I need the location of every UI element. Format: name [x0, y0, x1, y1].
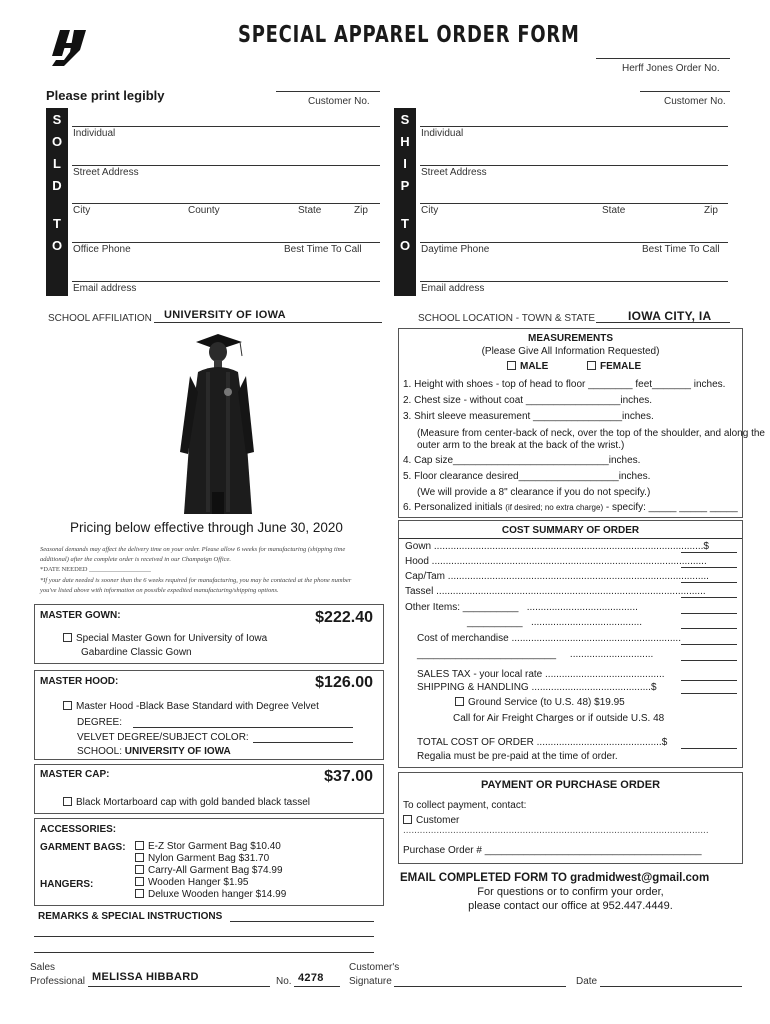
garment-bag-ez[interactable]: E-Z Stor Garment Bag $10.40: [135, 841, 281, 852]
print-legibly: Please print legibly: [46, 88, 165, 103]
master-cap-box: [34, 764, 384, 814]
ship-street-label: Street Address: [421, 167, 487, 178]
measure-cap[interactable]: 4. Cap size____________________________inches.: [403, 455, 641, 466]
sold-best-time-label: Best Time To Call: [284, 244, 362, 255]
male-option[interactable]: MALE: [507, 361, 548, 372]
school-location-value[interactable]: IOWA CITY, IA: [628, 309, 712, 323]
sales-no-value[interactable]: 4278: [298, 972, 324, 984]
sold-customer-no-label: Customer No.: [308, 96, 370, 107]
female-option[interactable]: FEMALE: [587, 361, 641, 372]
sold-street-field[interactable]: [72, 165, 380, 166]
cost-summary-box: [398, 520, 743, 768]
ship-phone-label: Daytime Phone: [421, 244, 490, 255]
sales-tax-row: SALES TAX - your local rate ...........................................: [417, 669, 665, 680]
measure-initials[interactable]: 6. Personalized initials (if desired; no extra charge) - specify: _____ _____ _____: [403, 502, 738, 513]
air-freight-note: Call for Air Freight Charges or if outside U.S. 48: [453, 713, 665, 724]
ship-to-bar: S H I P T O: [394, 108, 416, 296]
master-cap-checkbox[interactable]: [63, 797, 72, 806]
shipping-field[interactable]: [681, 693, 737, 694]
degree-label: DEGREE:: [77, 717, 123, 728]
sold-city-label: City: [73, 205, 91, 216]
pricing-note-1: Seasonal demands may affect the delivery time on your order. Please allow 6 weeks for manufacturing (shipping time: [40, 546, 346, 553]
professional-label: Professional: [30, 976, 86, 987]
pricing-heading: Pricing below effective through June 30, 2020: [70, 520, 343, 535]
ship-individual-label: Individual: [421, 128, 464, 139]
hanger-deluxe-checkbox[interactable]: [135, 889, 144, 898]
velvet-label: VELVET DEGREE/SUBJECT COLOR:: [77, 732, 249, 743]
garment-bag-ez-checkbox[interactable]: [135, 841, 144, 850]
master-gown-box: [34, 604, 384, 664]
sleeve-note-2: outer arm to the break at the back of the wrist.): [417, 440, 625, 451]
master-gown-line2: Gabardine Classic Gown: [81, 647, 192, 658]
cost-summary-title: COST SUMMARY OF ORDER: [501, 525, 640, 536]
merch-blank-row: _________________________ ..............................: [417, 649, 654, 660]
signature-field[interactable]: [394, 986, 566, 987]
sold-street-label: Street Address: [73, 167, 139, 178]
sold-individual-field[interactable]: [72, 126, 380, 127]
ship-street-field[interactable]: [420, 165, 728, 166]
other-items-row-2: __________ ........................................: [467, 617, 643, 628]
garment-bag-nylon-checkbox[interactable]: [135, 853, 144, 862]
school-location-label: SCHOOL LOCATION - TOWN & STATE: [418, 313, 596, 324]
date-needed[interactable]: *DATE NEEDED ___________________: [40, 566, 151, 573]
payment-collect: To collect payment, contact:: [403, 800, 527, 811]
master-gown-price: $222.40: [315, 609, 373, 626]
regalia-note: Regalia must be pre-paid at the time of order.: [417, 751, 618, 762]
master-cap-option[interactable]: Black Mortarboard cap with gold banded black tassel: [63, 797, 310, 808]
sold-phone-field[interactable]: [72, 242, 380, 243]
payment-box: [398, 772, 743, 864]
master-hood-label: MASTER HOOD:: [40, 676, 119, 687]
payment-customer-option[interactable]: Customer: [403, 815, 459, 826]
payment-customer-checkbox[interactable]: [403, 815, 412, 824]
ground-option[interactable]: Ground Service (to U.S. 48) $19.95: [455, 697, 625, 708]
cost-cap-row: Cap/Tam ..............................................................................................: [405, 571, 709, 582]
ship-individual-field[interactable]: [420, 126, 728, 127]
cost-gown-row: Gown .................................................................................................$: [405, 541, 709, 552]
hood-school-row: SCHOOL: UNIVERSITY OF IOWA: [77, 746, 231, 757]
garment-bags-label: GARMENT BAGS:: [40, 842, 126, 853]
floor-note: (We will provide a 8" clearance if you do not specify.): [417, 487, 651, 498]
date-field[interactable]: [600, 986, 742, 987]
garment-bag-carry-checkbox[interactable]: [135, 865, 144, 874]
form-title: SPECIAL APPAREL ORDER FORM: [238, 22, 580, 48]
hangers-label: HANGERS:: [40, 879, 94, 890]
cost-hood-row: Hood ...................................................................................................: [405, 556, 707, 567]
graduate-gown-photo: [176, 332, 256, 514]
garment-bag-nylon[interactable]: Nylon Garment Bag $31.70: [135, 853, 269, 864]
remarks-line-2[interactable]: [34, 952, 374, 953]
total-row: TOTAL COST OF ORDER .............................................$: [417, 737, 668, 748]
hanger-deluxe[interactable]: Deluxe Wooden hanger $14.99: [135, 889, 286, 900]
master-gown-option[interactable]: Special Master Gown for University of Iowa: [63, 633, 267, 644]
sold-to-bar: S O L D T O: [46, 108, 68, 296]
merch-row: Cost of merchandise .............................................................: [417, 633, 681, 644]
master-cap-label: MASTER CAP:: [40, 769, 110, 780]
measure-chest[interactable]: 2. Chest size - without coat _________________inches.: [403, 395, 653, 406]
ship-city-field[interactable]: [420, 203, 728, 204]
purchase-order-row[interactable]: Purchase Order # _______________________________________: [403, 845, 702, 856]
velvet-field[interactable]: [253, 742, 353, 743]
master-gown-label: MASTER GOWN:: [40, 610, 121, 621]
sold-county-label: County: [188, 205, 220, 216]
cost-hood-field[interactable]: [681, 567, 737, 568]
questions-line-1: For questions or to confirm your order,: [477, 886, 664, 898]
pricing-note-2: additional) after the complete order is received in our Champaign Office.: [40, 556, 232, 563]
pricing-note-4: you've listed above with information on possible expedited manufacturing/shipping options.: [40, 587, 279, 594]
total-field[interactable]: [681, 748, 737, 749]
accessories-box: [34, 818, 384, 906]
school-affiliation-value[interactable]: UNIVERSITY OF IOWA: [164, 309, 286, 321]
sold-email-label: Email address: [73, 283, 137, 294]
sleeve-note-1: (Measure from center-back of neck, over the top of the shoulder, and along the: [417, 428, 765, 439]
remarks-label: REMARKS & SPECIAL INSTRUCTIONS: [38, 911, 223, 922]
hanger-wooden[interactable]: Wooden Hanger $1.95: [135, 877, 248, 888]
measurements-subtitle: (Please Give All Information Requested): [481, 346, 660, 357]
female-checkbox[interactable]: [587, 361, 596, 370]
cost-gown-field[interactable]: [681, 552, 737, 553]
sales-tax-field[interactable]: [681, 680, 737, 681]
sold-city-field[interactable]: [72, 203, 380, 204]
shipping-row: SHIPPING & HANDLING ...........................................$: [417, 682, 657, 693]
measurements-box: [398, 328, 765, 518]
master-hood-option[interactable]: Master Hood -Black Base Standard with Degree Velvet: [63, 701, 319, 712]
ship-email-label: Email address: [421, 283, 485, 294]
remarks-line-1[interactable]: [34, 936, 374, 937]
degree-field[interactable]: [133, 727, 353, 728]
pricing-note-3: *If your date needed is sooner than the 6 weeks required for manufacturing, you may be contacted at the phone number: [40, 577, 352, 584]
measurements-title: MEASUREMENTS: [527, 333, 613, 344]
cost-merch-field[interactable]: [681, 644, 737, 645]
ship-state-label: State: [602, 205, 626, 216]
master-hood-box: [34, 670, 384, 760]
sold-email-field[interactable]: [72, 281, 380, 282]
cost-other1-field[interactable]: [681, 613, 737, 614]
sold-individual-label: Individual: [73, 128, 116, 139]
hanger-wooden-checkbox[interactable]: [135, 877, 144, 886]
order-no-label: Herff Jones Order No.: [622, 63, 720, 74]
cost-cap-field[interactable]: [681, 582, 737, 583]
school-affiliation-label: SCHOOL AFFILIATION: [48, 313, 152, 324]
ship-customer-no-label: Customer No.: [664, 96, 726, 107]
no-label: No.: [276, 976, 292, 987]
measure-sleeve[interactable]: 3. Shirt sleeve measurement ________________inches.: [403, 411, 654, 422]
cost-other2-field[interactable]: [681, 628, 737, 629]
ship-phone-field[interactable]: [420, 242, 728, 243]
customers-label: Customer's: [349, 962, 400, 973]
email-line: EMAIL COMPLETED FORM TO gradmidwest@gmail.com: [400, 872, 710, 884]
date-label: Date: [576, 976, 598, 987]
questions-line-2: please contact our office at 952.447.4449.: [468, 900, 673, 912]
master-hood-checkbox[interactable]: [63, 701, 72, 710]
ship-zip-label: Zip: [704, 205, 718, 216]
signature-label: Signature: [349, 976, 392, 987]
payment-title: PAYMENT OR PURCHASE ORDER: [480, 779, 661, 791]
accessories-label: ACCESSORIES:: [40, 824, 117, 835]
cost-tassel-row: Tassel .................................................................................................: [405, 586, 706, 597]
payment-dotted: ..............................................................................................................: [403, 825, 709, 836]
garment-bag-carry[interactable]: Carry-All Garment Bag $74.99: [135, 865, 283, 876]
measure-height[interactable]: 1. Height with shoes - top of head to floor ________ feet_______ inches.: [403, 379, 726, 390]
master-gown-checkbox[interactable]: [63, 633, 72, 642]
other-items-row: Other Items: __________ ........................................: [405, 602, 638, 613]
male-checkbox[interactable]: [507, 361, 516, 370]
remarks-line-0[interactable]: [230, 921, 374, 922]
ground-checkbox[interactable]: [455, 697, 464, 706]
sold-zip-label: Zip: [354, 205, 368, 216]
herff-jones-logo: [46, 28, 92, 68]
sold-phone-label: Office Phone: [73, 244, 131, 255]
ship-city-label: City: [421, 205, 439, 216]
sales-professional-name[interactable]: MELISSA HIBBARD: [92, 971, 199, 983]
cost-tassel-field[interactable]: [681, 597, 737, 598]
ship-best-time-label: Best Time To Call: [642, 244, 720, 255]
ship-email-field[interactable]: [420, 281, 728, 282]
sales-label: Sales: [30, 962, 56, 973]
master-hood-price: $126.00: [315, 674, 373, 691]
master-cap-price: $37.00: [324, 768, 373, 785]
cost-merch2-field[interactable]: [681, 660, 737, 661]
measure-floor[interactable]: 5. Floor clearance desired__________________inches.: [403, 471, 651, 482]
sold-state-label: State: [298, 205, 322, 216]
